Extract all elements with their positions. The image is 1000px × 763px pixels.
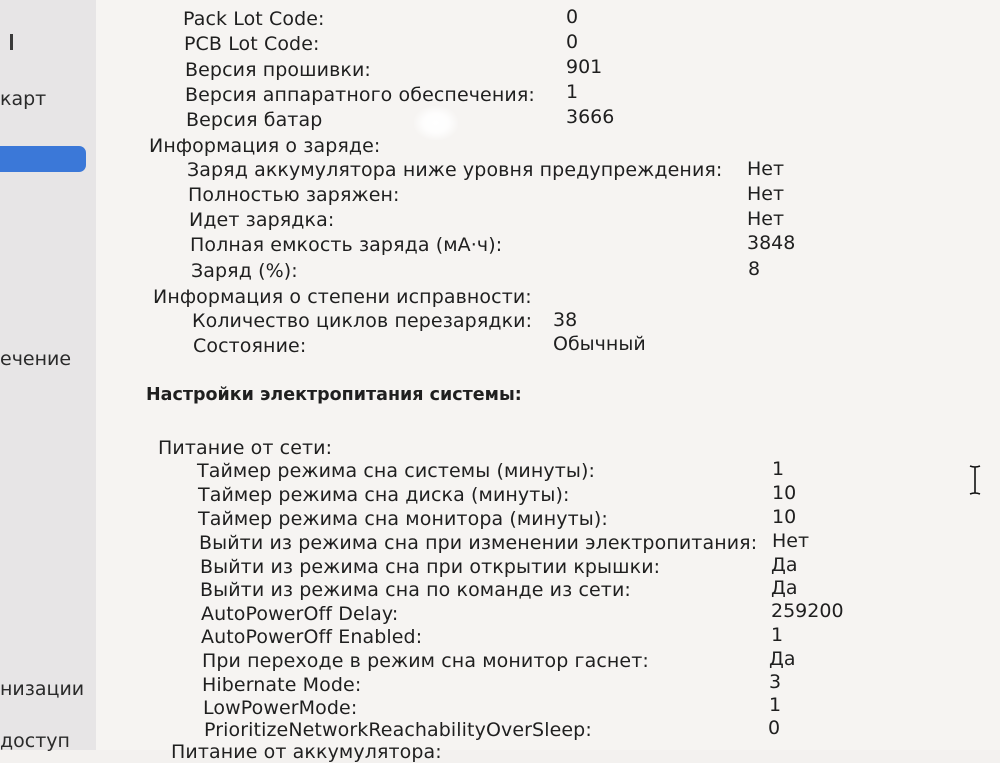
firmware-label: Версия прошивки:: [185, 59, 371, 81]
ac-row-value: 259200: [771, 600, 844, 622]
ac-row-value: 10: [772, 506, 797, 528]
hardware-label: Версия аппаратного обеспечения:: [185, 84, 535, 106]
screen-glare: [414, 106, 458, 140]
pack-lot-label: Pack Lot Code:: [183, 8, 325, 30]
ac-row-label: Таймер режима сна монитора (минуты):: [198, 508, 608, 530]
sidebar: [0, 0, 97, 750]
health-row-label: Состояние:: [193, 335, 307, 357]
power-settings-heading: Настройки электропитания системы:: [146, 385, 522, 405]
ac-row-value: 1: [772, 458, 785, 480]
sidebar-selected-item[interactable]: [0, 146, 86, 172]
ac-row-label: Таймер режима сна системы (минуты):: [197, 460, 596, 482]
ac-row-value: Да: [769, 648, 796, 670]
ac-row-value: Нет: [772, 530, 810, 552]
hardware-value: 1: [566, 81, 579, 103]
ac-row-value: 1: [771, 624, 784, 646]
charge-row-value: Нет: [747, 158, 785, 180]
pcb-lot-value: 0: [566, 31, 579, 53]
ac-row-value: 3: [769, 671, 782, 693]
charge-row-label: Полная емкость заряда (мА·ч):: [190, 234, 503, 256]
ac-row-label: Выйти из режима сна по команде из сети:: [200, 579, 631, 601]
health-row-label: Количество циклов перезарядки:: [192, 310, 533, 332]
charge-row-label: Идет зарядка:: [189, 209, 335, 231]
sidebar-item-sync[interactable]: низации: [0, 678, 85, 700]
ac-row-label: Таймер режима сна диска (минуты):: [198, 484, 570, 506]
ac-row-label: Выйти из режима сна при изменении электропитания:: [199, 532, 758, 554]
sidebar-item-cards[interactable]: карт: [0, 88, 47, 110]
ac-row-label: При переходе в режим сна монитор гаснет:: [202, 650, 649, 672]
charge-info-title: Информация о заряде:: [149, 135, 381, 157]
health-row-value: Обычный: [553, 333, 646, 355]
ac-row-value: 0: [768, 717, 781, 739]
sidebar-item-access[interactable]: доступ: [0, 730, 70, 752]
pack-lot-value: 0: [566, 6, 579, 28]
ac-row-label: LowPowerMode:: [203, 697, 358, 719]
text-cursor-icon: [968, 464, 982, 496]
charge-row-label: Заряд аккумулятора ниже уровня предупреждения:: [187, 159, 723, 181]
charge-row-value: 3848: [747, 232, 796, 254]
ac-row-label: AutoPowerOff Delay:: [201, 603, 399, 625]
pcb-lot-label: PCB Lot Code:: [184, 33, 320, 55]
battery-version-label: Версия батар: [186, 109, 323, 131]
report-content: [96, 0, 1000, 763]
charge-row-label: Заряд (%):: [191, 260, 298, 282]
charge-row-value: Нет: [747, 208, 785, 230]
battery-power-title: Питание от аккумулятора:: [171, 741, 442, 763]
ac-row-value: 10: [772, 482, 797, 504]
ac-row-value: Да: [771, 577, 798, 599]
firmware-value: 901: [566, 56, 603, 78]
ac-row-label: PrioritizeNetworkReachabilityOverSleep:: [204, 719, 592, 741]
ac-row-label: Hibernate Mode:: [202, 674, 362, 696]
health-info-title: Информация о степени исправности:: [153, 286, 532, 308]
charge-row-label: Полностью заряжен:: [188, 184, 400, 206]
ac-power-title: Питание от сети:: [158, 437, 333, 459]
battery-version-value: 3666: [566, 106, 615, 128]
ac-row-value: 1: [769, 694, 782, 716]
charge-row-value: 8: [748, 258, 761, 280]
sidebar-item-software[interactable]: ечение: [0, 348, 72, 370]
ac-row-label: Выйти из режима сна при открытии крышки:: [200, 556, 661, 578]
ac-row-value: Да: [771, 554, 798, 576]
sidebar-marker: [10, 34, 13, 50]
health-row-value: 38: [553, 309, 578, 331]
charge-row-value: Нет: [747, 183, 785, 205]
ac-row-label: AutoPowerOff Enabled:: [201, 626, 423, 648]
